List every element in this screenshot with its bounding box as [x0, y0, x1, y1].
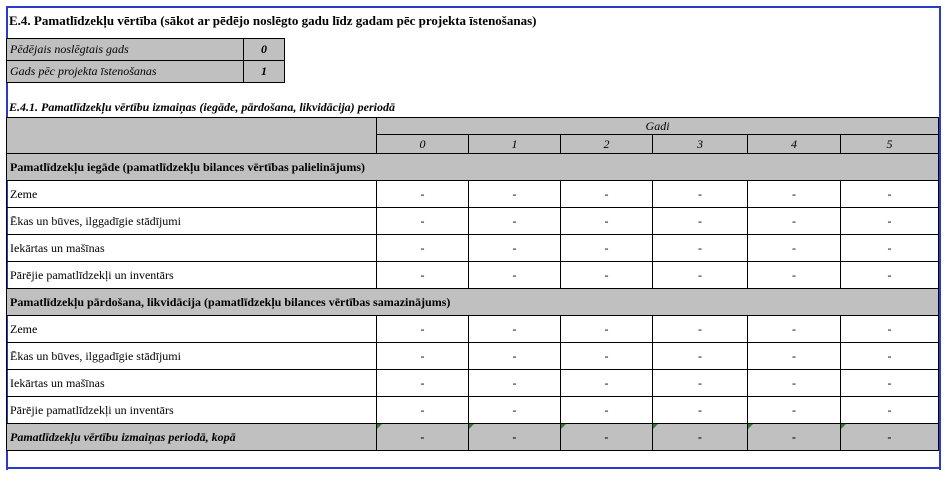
value-cell[interactable]: - — [748, 316, 841, 343]
value-cell[interactable]: - — [377, 316, 469, 343]
value-cell[interactable]: - — [561, 181, 653, 208]
total-cell — [377, 424, 469, 451]
value-cell[interactable]: - — [748, 370, 841, 397]
row-label: Ēkas un būves, ilggadīgie stādījumi — [7, 208, 377, 235]
years-group-header: Gadi — [377, 118, 939, 135]
year-after-project-label: Gads pēc projekta īstenošanas — [7, 61, 244, 83]
row-label: Zeme — [7, 316, 377, 343]
table-row — [7, 61, 285, 83]
value-cell[interactable]: - — [653, 235, 748, 262]
value-cell[interactable]: - — [841, 208, 939, 235]
last-closed-year-value[interactable]: 0 — [244, 39, 285, 61]
year-header: 1 — [469, 135, 561, 154]
total-value: - — [887, 429, 892, 444]
year-info-table — [6, 38, 285, 83]
sheet-bottom-border — [6, 467, 941, 469]
table-row — [7, 235, 939, 262]
value-cell[interactable]: - — [841, 370, 939, 397]
header-blank-cell — [7, 118, 377, 154]
table-row — [7, 370, 939, 397]
row-label: Pārējie pamatlīdzekļi un inventārs — [7, 262, 377, 289]
value-cell[interactable]: - — [653, 397, 748, 424]
value-cell[interactable]: - — [748, 235, 841, 262]
table-row — [7, 208, 939, 235]
year-header: 4 — [748, 135, 841, 154]
total-row — [7, 424, 939, 451]
total-cell — [748, 424, 841, 451]
value-cell[interactable]: - — [653, 208, 748, 235]
total-value: - — [604, 429, 609, 444]
total-cell — [561, 424, 653, 451]
value-cell[interactable]: - — [841, 262, 939, 289]
value-cell[interactable]: - — [841, 343, 939, 370]
value-cell[interactable]: - — [653, 370, 748, 397]
value-cell[interactable]: - — [377, 208, 469, 235]
total-label: Pamatlīdzekļu vērtību izmaiņas periodā, kopā — [7, 424, 377, 451]
value-cell[interactable]: - — [561, 397, 653, 424]
table-row — [7, 397, 939, 424]
section-header-row — [7, 154, 939, 181]
value-cell[interactable]: - — [469, 397, 561, 424]
total-cell — [841, 424, 939, 451]
value-cell[interactable]: - — [377, 262, 469, 289]
year-header: 0 — [377, 135, 469, 154]
row-label: Iekārtas un mašīnas — [7, 370, 377, 397]
year-after-project-value[interactable]: 1 — [244, 61, 285, 83]
value-cell[interactable]: - — [748, 208, 841, 235]
total-value: - — [420, 429, 425, 444]
value-cell[interactable]: - — [561, 262, 653, 289]
year-header: 5 — [841, 135, 939, 154]
value-cell[interactable]: - — [748, 262, 841, 289]
value-cell[interactable]: - — [653, 316, 748, 343]
value-cell[interactable]: - — [841, 397, 939, 424]
value-cell[interactable]: - — [561, 316, 653, 343]
value-cell[interactable]: - — [377, 235, 469, 262]
row-label: Zeme — [7, 181, 377, 208]
value-cell[interactable]: - — [469, 208, 561, 235]
value-cell[interactable]: - — [469, 316, 561, 343]
value-cell[interactable]: - — [469, 181, 561, 208]
row-label: Pārējie pamatlīdzekļi un inventārs — [7, 397, 377, 424]
value-cell[interactable]: - — [377, 343, 469, 370]
table-row — [7, 181, 939, 208]
value-cell[interactable]: - — [469, 370, 561, 397]
section-acquisition-title: Pamatlīdzekļu iegāde (pamatlīdzekļu bilances vērtības palielinājums) — [7, 154, 939, 181]
value-cell[interactable]: - — [469, 235, 561, 262]
year-header: 2 — [561, 135, 653, 154]
value-cell[interactable]: - — [841, 316, 939, 343]
value-cell[interactable]: - — [653, 262, 748, 289]
total-cell — [469, 424, 561, 451]
page-title: E.4. Pamatlīdzekļu vērtība (sākot ar pēdējo noslēgto gadu līdz gadam pēc projekta īstenošanas) — [9, 13, 537, 28]
table-row — [7, 39, 285, 61]
value-cell[interactable]: - — [377, 370, 469, 397]
total-value: - — [792, 429, 796, 444]
value-cell[interactable]: - — [748, 397, 841, 424]
value-cell[interactable]: - — [377, 397, 469, 424]
formula-marker-icon — [377, 424, 382, 429]
value-cell[interactable]: - — [469, 343, 561, 370]
formula-marker-icon — [469, 424, 474, 429]
total-value: - — [698, 429, 702, 444]
section-subtitle: E.4.1. Pamatlīdzekļu vērtību izmaiņas (iegāde, pārdošana, likvidācija) periodā — [9, 100, 395, 114]
value-cell[interactable]: - — [748, 181, 841, 208]
asset-changes-table — [6, 117, 939, 451]
row-label: Ēkas un būves, ilggadīgie stādījumi — [7, 343, 377, 370]
table-row — [7, 262, 939, 289]
value-cell[interactable]: - — [841, 181, 939, 208]
total-value: - — [512, 429, 517, 444]
row-label: Iekārtas un mašīnas — [7, 235, 377, 262]
value-cell[interactable]: - — [841, 235, 939, 262]
value-cell[interactable]: - — [653, 181, 748, 208]
formula-marker-icon — [653, 424, 658, 429]
value-cell[interactable]: - — [561, 235, 653, 262]
value-cell[interactable]: - — [561, 370, 653, 397]
section-header-row — [7, 289, 939, 316]
formula-marker-icon — [748, 424, 753, 429]
value-cell[interactable]: - — [561, 343, 653, 370]
formula-marker-icon — [561, 424, 566, 429]
value-cell[interactable]: - — [653, 343, 748, 370]
year-header: 3 — [653, 135, 748, 154]
header-row — [7, 118, 939, 135]
value-cell[interactable]: - — [469, 262, 561, 289]
formula-marker-icon — [841, 424, 846, 429]
total-cell — [653, 424, 748, 451]
value-cell[interactable]: - — [748, 343, 841, 370]
value-cell[interactable]: - — [561, 208, 653, 235]
section-disposal-title: Pamatlīdzekļu pārdošana, likvidācija (pamatlīdzekļu bilances vērtības samazinājums) — [7, 289, 939, 316]
value-cell[interactable]: - — [377, 181, 469, 208]
table-row — [7, 343, 939, 370]
table-row — [7, 316, 939, 343]
last-closed-year-label: Pēdējais noslēgtais gads — [7, 39, 244, 61]
